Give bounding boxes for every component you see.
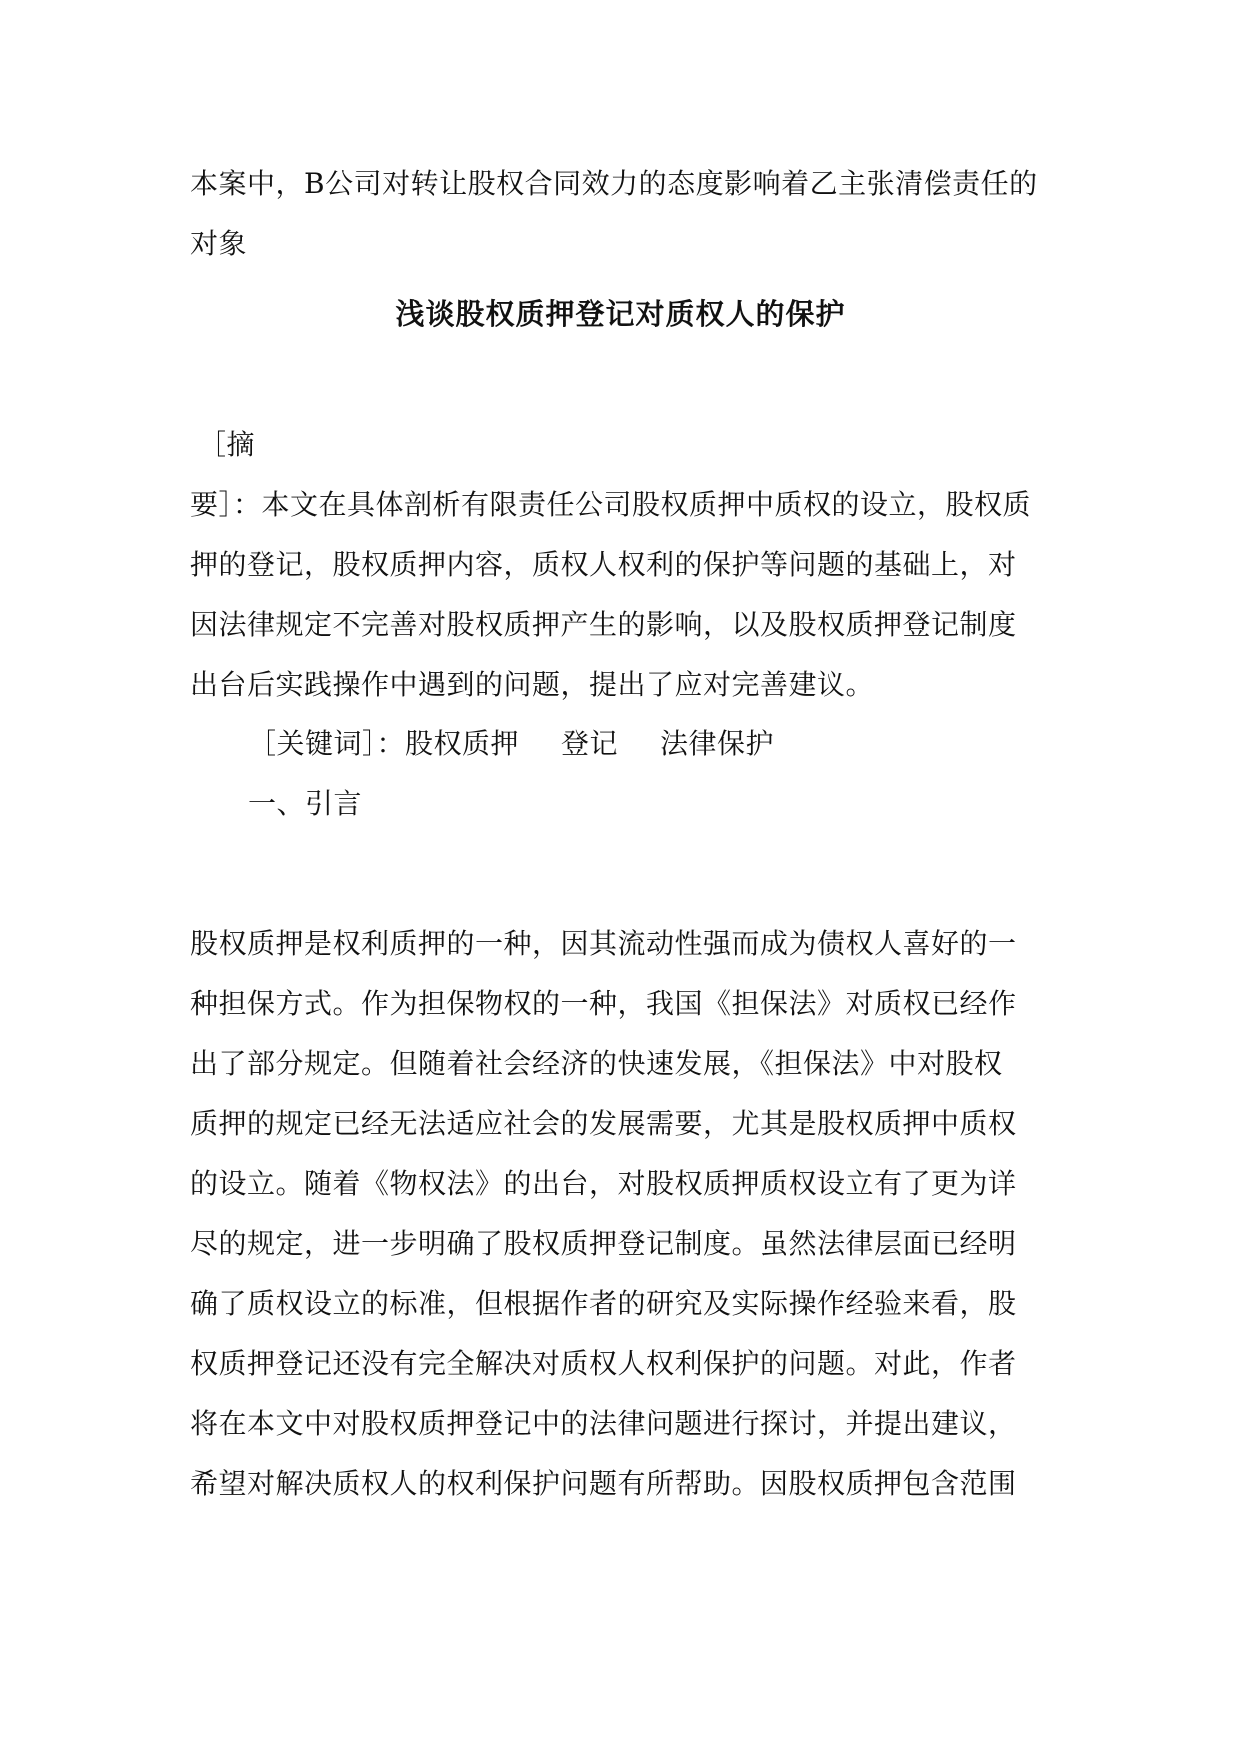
abstract-line-5: 出台后实践操作中遇到的问题，提出了应对完善建议。 [190,668,875,701]
body-line-9: 将在本文中对股权质押登记中的法律问题进行探讨，并提出建议， [190,1407,1017,1440]
body-line-7: 确了质权设立的标准，但根据作者的研究及实际操作经验来看，股 [190,1287,1017,1320]
intro-line-1: 本案中，B公司对转让股权合同效力的态度影响着乙主张清偿责任的 [190,167,1038,200]
abstract-line-2: 要］：本文在具体剖析有限责任公司股权质押中质权的设立，股权质 [190,488,1032,521]
body-line-1: 股权质押是权利质押的一种，因其流动性强而成为债权人喜好的一 [190,927,1017,960]
section-heading: 一、引言 [248,787,363,820]
body-line-4: 质押的规定已经无法适应社会的发展需要，尤其是股权质押中质权 [190,1107,1017,1140]
body-line-2: 种担保方式。作为担保物权的一种，我国《担保法》对质权已经作 [190,987,1017,1020]
keyword-item: 法律保护 [660,727,775,760]
keyword-item: 登记 [561,727,619,760]
abstract-line-4: 因法律规定不完善对股权质押产生的影响，以及股权质押登记制度 [190,608,1017,641]
document-title: 浅谈股权质押登记对质权人的保护 [395,297,846,331]
body-line-8: 权质押登记还没有完全解决对质权人权利保护的问题。对此，作者 [190,1347,1017,1380]
abstract-line-3: 押的登记，股权质押内容，质权人权利的保护等问题的基础上，对 [190,548,1017,581]
body-line-10: 希望对解决质权人的权利保护问题有所帮助。因股权质押包含范围 [190,1467,1017,1500]
body-line-5: 的设立。随着《物权法》的出台，对股权质押质权设立有了更为详 [190,1167,1017,1200]
keyword-item: 股权质押 [405,727,520,760]
abstract-line-1: ［摘 [198,428,256,461]
body-line-3: 出了部分规定。但随着社会经济的快速发展，《担保法》中对股权 [190,1047,1003,1080]
intro-line-2: 对象 [190,227,248,260]
keywords-label: ［关键词］： [248,727,406,760]
keywords-line [248,727,774,761]
body-line-6: 尽的规定，进一步明确了股权质押登记制度。虽然法律层面已经明 [190,1227,1017,1260]
